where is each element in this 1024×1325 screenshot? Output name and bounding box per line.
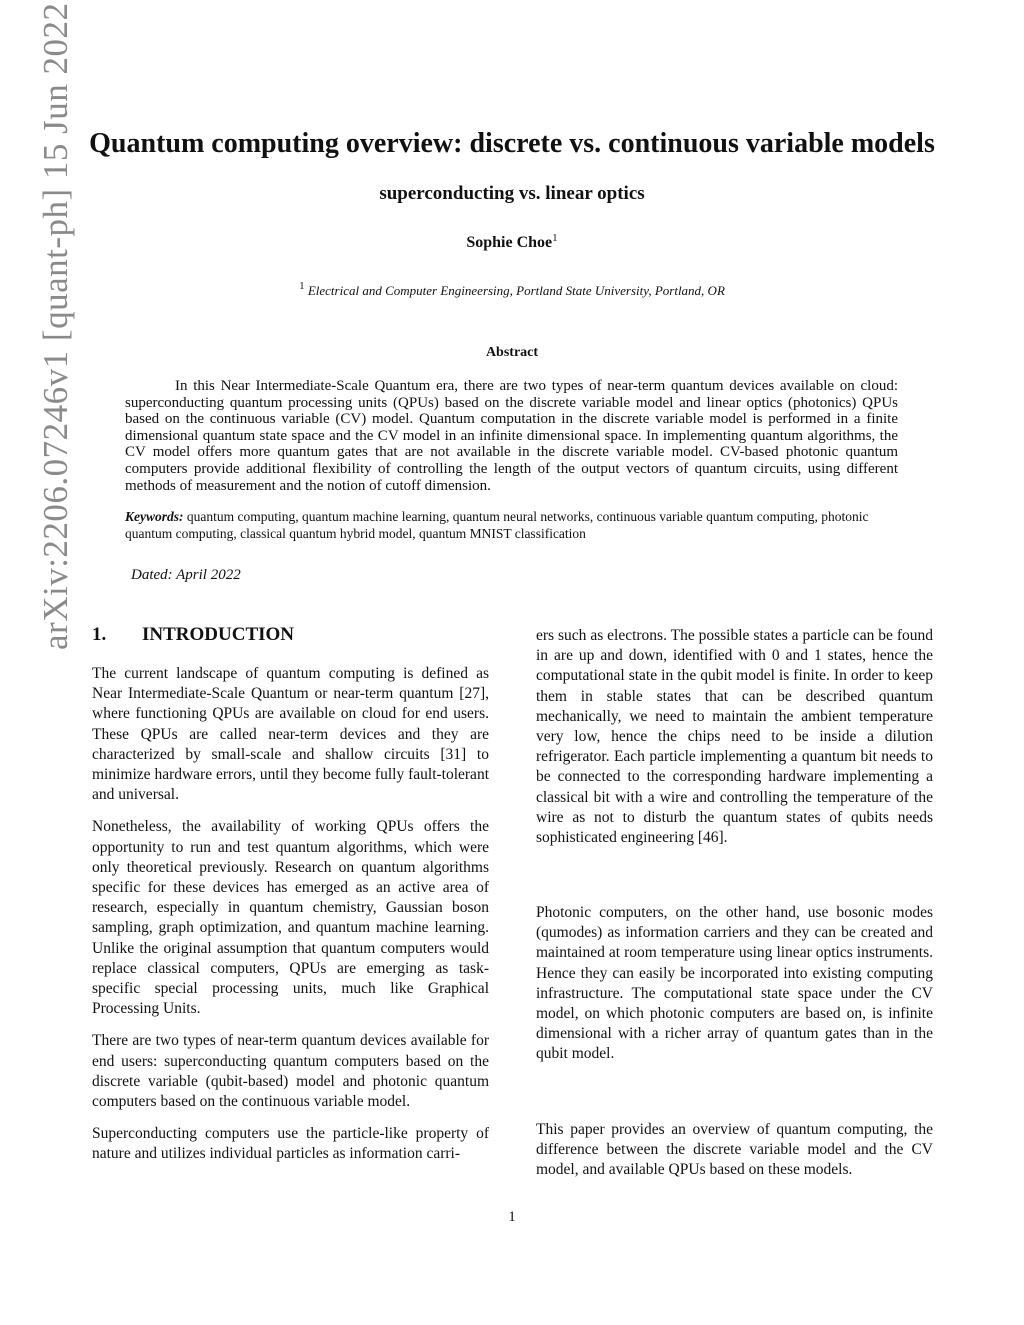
author-name: Sophie Choe [466, 234, 553, 251]
section-number: 1. [92, 624, 107, 645]
affiliation-marker: 1 [299, 280, 305, 292]
affiliation-line [0, 280, 1024, 299]
section-heading [92, 624, 294, 646]
author-line [0, 232, 1024, 252]
paper-title: Quantum computing overview: discrete vs. continuous variable models [89, 128, 935, 159]
paper-subtitle: superconducting vs. linear optics [379, 183, 645, 204]
keywords-text: quantum computing, quantum machine learning, quantum neural networks, continuous variable quantum computing, photonic quantum computing, classical quantum hybrid model, quantum MNIST classification [125, 509, 869, 541]
section-title: INTRODUCTION [142, 624, 295, 645]
right-column-block-2 [536, 903, 933, 1077]
paragraph: ers such as electrons. The possible states a particle can be found in are up and down, identified with 0 and 1 states, hence the computational state in the qubit model is finite. In order to keep them in stable states that can be described quantum mechanically, we need to maintain the ambient temperature very low, hence the chips need to be inside a dilution refrigerator. Each particle implementing a quantum bit needs to be connected to the corresponding hardware implementing a classical bit with a wire and controlling the temperature of the wire as not to disturb the quantum states of qubits needs sophisticated engineering [46]. [536, 627, 933, 847]
arxiv-identifier-stamp: arXiv:2206.07246v1 [quant-ph] 15 Jun 2022 [36, 2, 75, 650]
keywords-label: Keywords: [125, 509, 184, 524]
paragraph: Superconducting computers use the particle-like property of nature and utilizes individual particles as information carri- [92, 1125, 489, 1163]
left-column [92, 664, 489, 1177]
paragraph: This paper provides an overview of quantum computing, the difference between the discrete variable model and the CV model, and available QPUs based on these models. [536, 1121, 933, 1179]
author-affiliation-marker: 1 [552, 232, 558, 244]
keywords [125, 508, 898, 542]
abstract-body: In this Near Intermediate-Scale Quantum era, there are two types of near-term quantum devices available on cloud: superconducting quantum processing units (QPUs) based on the discrete variable model and linear optics (photonics) QPUs based on the continuous variable (CV) model. Quantum computation in the discrete variable model is performed in a finite dimensional quantum state space and the CV model in an infinite dimensional space. In implementing quantum algorithms, the CV model offers more quantum gates that are not available in the discrete variable model. CV-based photonic quantum computers provide additional flexibility of controlling the length of the output vectors of quantum circuits, using different methods of measurement and the notion of cutoff dimension. [125, 378, 898, 494]
page-number: 1 [508, 1209, 516, 1225]
paragraph: Nonetheless, the availability of working QPUs offers the opportunity to run and test quantum algorithms, which were only theoretical previously. Research on quantum algorithms specific for these devices has emerged as an active area of research, especially in quantum chemistry, Gaussian boson sampling, graph optimization, and quantum machine learning. Unlike the original assumption that quantum computers would replace classical computers, QPUs are emerging as task-specific special processing units, much like Graphical Processing Units. [92, 818, 489, 1018]
paragraph: The current landscape of quantum computing is defined as Near Intermediate-Scale Quantum or near-term quantum [27], where functioning QPUs are available on cloud for end users. These QPUs are called near-term devices and they are characterized by small-scale and shallow circuits [31] to minimize hardware errors, until they become fully fault-tolerant and universal. [92, 665, 489, 804]
affiliation-text: Electrical and Computer Engineersing, Portland State University, Portland, OR [307, 283, 725, 298]
right-column-block-3 [536, 1120, 933, 1193]
right-column-block-1 [536, 626, 933, 860]
paragraph: There are two types of near-term quantum devices available for end users: superconducting quantum computers based on the discrete variable (qubit-based) model and photonic quantum computers based on the continuous variable model. [92, 1032, 489, 1111]
abstract-heading: Abstract [485, 345, 539, 360]
paragraph: Photonic computers, on the other hand, use bosonic modes (qumodes) as information carriers and they can be created and maintained at room temperature using linear optics instruments. Hence they can easily be incorporated into existing computing infrastructure. The computational state space under the CV model, on which photonic computers are based on, is infinite dimensional with a richer array of quantum gates than in the qubit model. [536, 904, 933, 1063]
dated-line: Dated: April 2022 [131, 567, 241, 583]
